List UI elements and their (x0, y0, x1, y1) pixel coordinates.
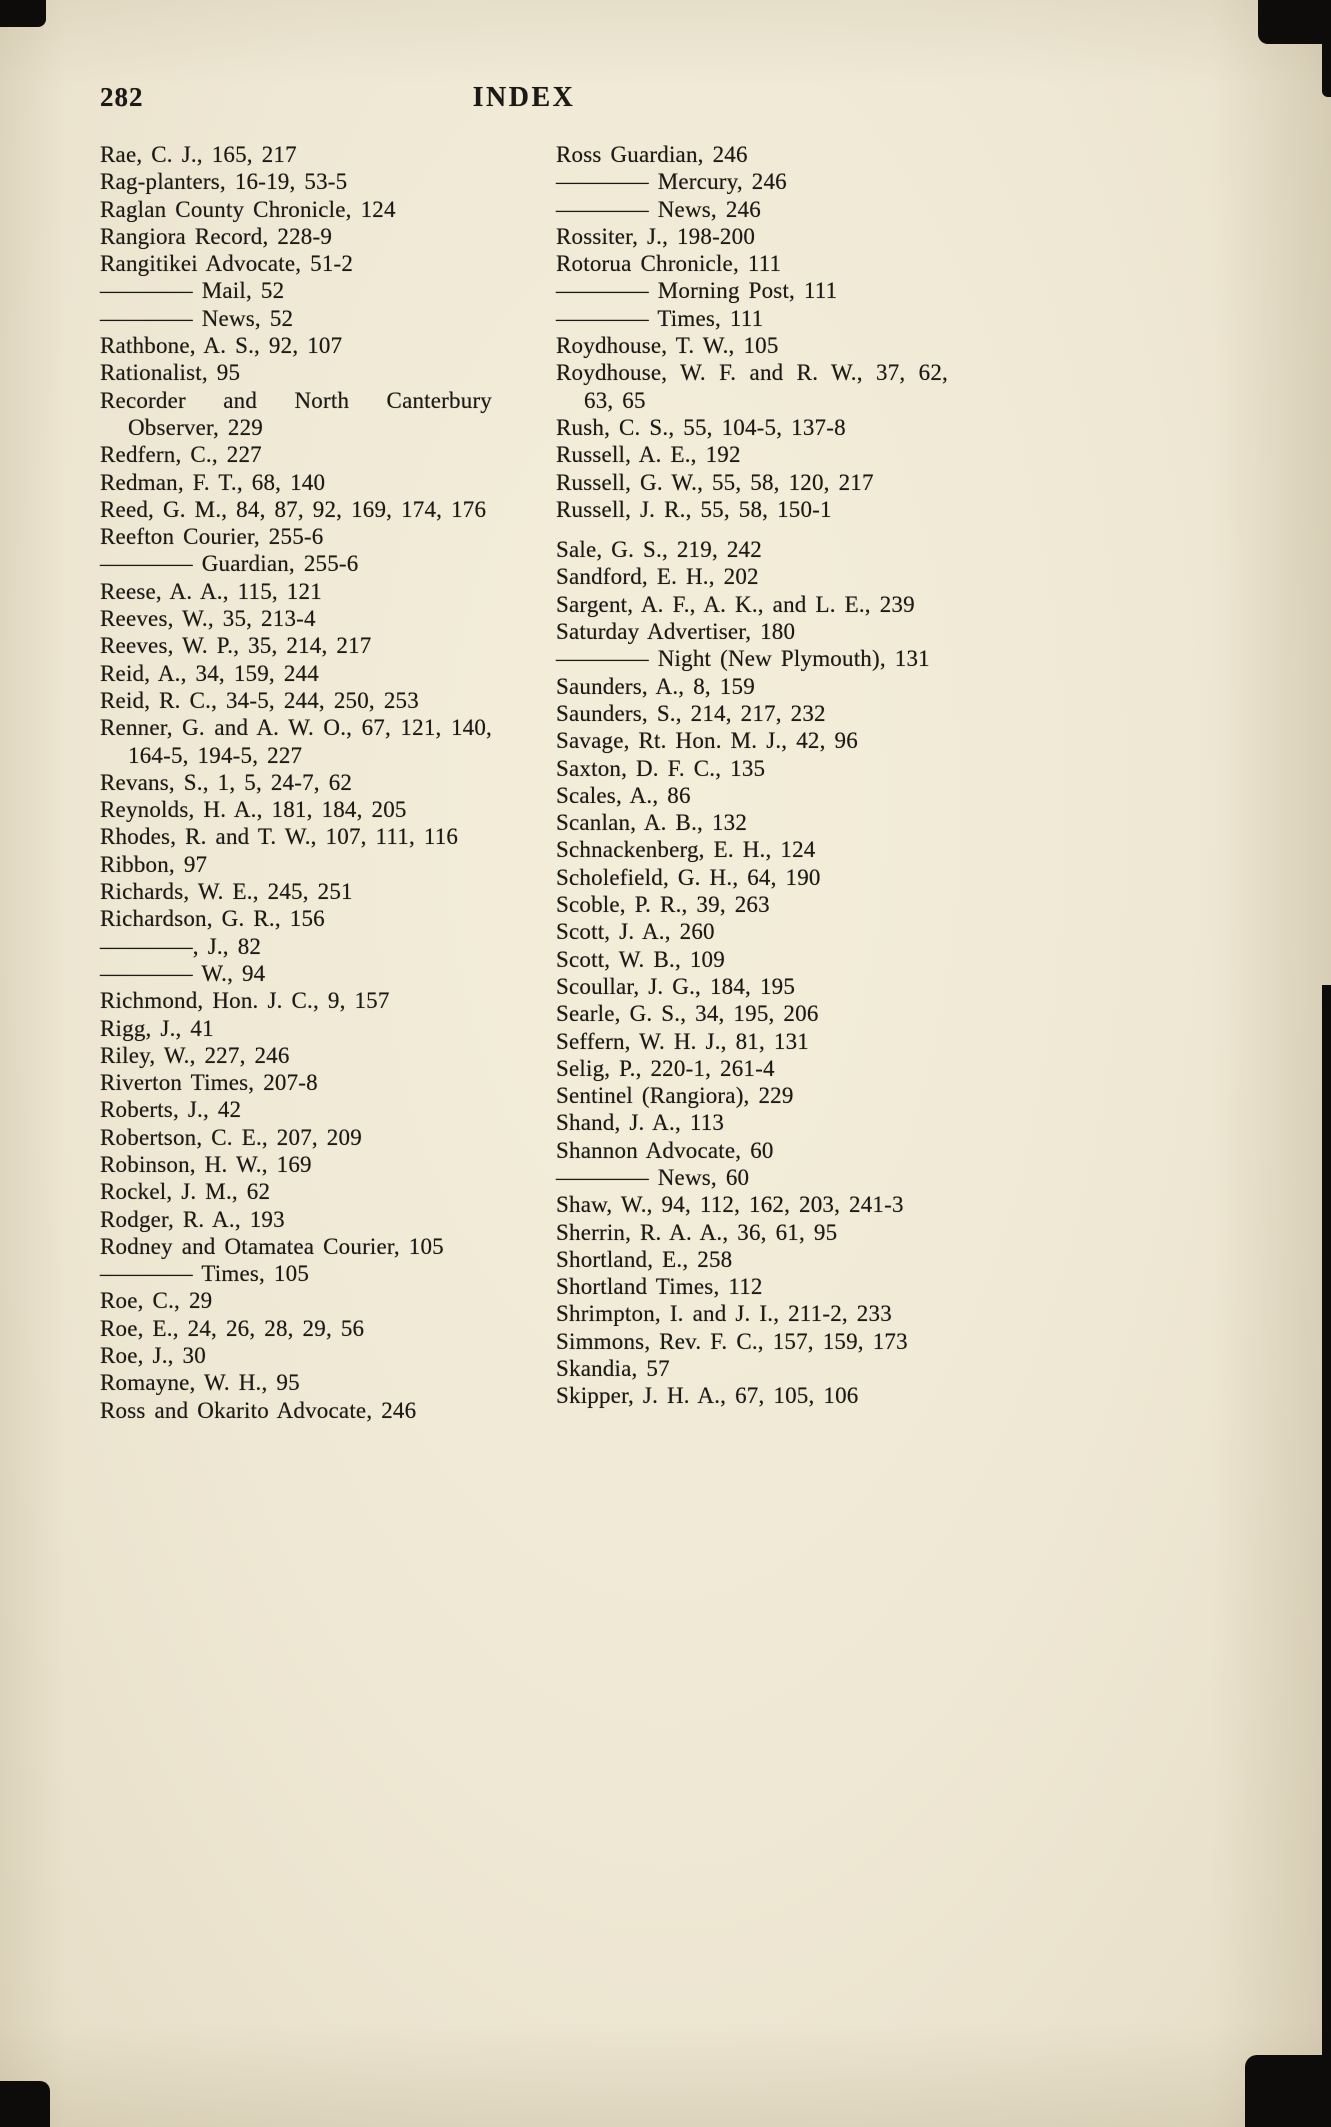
index-entry: ———— W., 94 (100, 960, 266, 986)
scan-artifact-top-right-edge (1322, 42, 1331, 97)
index-entry: Shannon Advocate, 60 (556, 1137, 774, 1163)
index-entry: Shortland Times, 112 (556, 1274, 763, 1300)
index-entry: Seffern, W. H. J., 81, 131 (556, 1028, 809, 1054)
index-entry: ———— Mail, 52 (100, 278, 285, 304)
index-entry: Roydhouse, T. W., 105 (556, 333, 779, 359)
index-entry: Rathbone, A. S., 92, 107 (100, 333, 343, 359)
index-entry: ———— Night (New Plymouth), 131 (556, 646, 930, 672)
index-entry: Rangiora Record, 228-9 (100, 223, 333, 249)
index-entry: Rhodes, R. and T. W., 107, 111, 116 (100, 824, 459, 850)
index-entry: Rationalist, 95 (100, 360, 241, 386)
index-entry: Redman, F. T., 68, 140 (100, 469, 326, 495)
index-entry: Saturday Advertiser, 180 (556, 619, 796, 645)
index-entry: Rodger, R. A., 193 (100, 1206, 285, 1232)
index-entry: Reid, A., 34, 159, 244 (100, 660, 319, 686)
index-entry: Raglan County Chronicle, 124 (100, 196, 396, 222)
page-title: INDEX (472, 82, 576, 113)
index-entry: Renner, G. and A. W. O., 67, 121, 140, 164-5, 194-5, 227 (100, 715, 492, 768)
index-entry: Saxton, D. F. C., 135 (556, 755, 766, 781)
index-entry: Saunders, A., 8, 159 (556, 673, 755, 699)
index-entry: Scholefield, G. H., 64, 190 (556, 864, 821, 890)
index-entry: Sandford, E. H., 202 (556, 564, 759, 590)
index-entry: ———— Times, 111 (556, 305, 764, 331)
index-entry: Sale, G. S., 219, 242 (556, 537, 762, 563)
index-entry: Roydhouse, W. F. and R. W., 37, 62, 63, 65 (556, 360, 948, 413)
index-entry: Russell, G. W., 55, 58, 120, 217 (556, 469, 874, 495)
index-entry: Rigg, J., 41 (100, 1015, 214, 1041)
index-entry: Skipper, J. H. A., 67, 105, 106 (556, 1383, 859, 1409)
index-entry: Russell, A. E., 192 (556, 442, 741, 468)
index-entry: Ribbon, 97 (100, 851, 208, 877)
index-entry: Schnackenberg, E. H., 124 (556, 837, 816, 863)
index-entry: Roe, E., 24, 26, 28, 29, 56 (100, 1315, 365, 1341)
index-entry: Saunders, S., 214, 217, 232 (556, 700, 826, 726)
index-entry: Rae, C. J., 165, 217 (100, 142, 297, 167)
index-entry: Rush, C. S., 55, 104-5, 137-8 (556, 414, 846, 440)
index-entry: Shortland, E., 258 (556, 1246, 733, 1272)
index-entry: Scanlan, A. B., 132 (556, 810, 748, 836)
index-column-left (100, 141, 492, 1424)
index-entry: Reefton Courier, 255-6 (100, 524, 324, 550)
index-entry: ———— Mercury, 246 (556, 169, 787, 195)
index-entry: Sargent, A. F., A. K., and L. E., 239 (556, 591, 915, 617)
index-entry: Russell, J. R., 55, 58, 150-1 (556, 496, 832, 522)
index-entry: Rag-planters, 16-19, 53-5 (100, 169, 348, 195)
index-entry: Reed, G. M., 84, 87, 92, 169, 174, 176 (100, 496, 487, 522)
index-entry: Redfern, C., 227 (100, 442, 262, 468)
index-entry: Romayne, W. H., 95 (100, 1370, 300, 1396)
index-entry: Reynolds, H. A., 181, 184, 205 (100, 797, 407, 823)
index-entry: Selig, P., 220-1, 261-4 (556, 1055, 775, 1081)
index-entry: Searle, G. S., 34, 195, 206 (556, 1001, 819, 1027)
index-entry: Roe, J., 30 (100, 1343, 206, 1369)
index-entry: Rangitikei Advocate, 51-2 (100, 251, 354, 277)
index-columns (100, 141, 948, 1424)
scan-artifact-top-left (0, 0, 46, 27)
index-entry: Shaw, W., 94, 112, 162, 203, 241-3 (556, 1192, 904, 1218)
index-entry: Rockel, J. M., 62 (100, 1179, 271, 1205)
index-entry: Recorder and North Canterbury Observer, 229 (100, 387, 492, 440)
scan-artifact-top-right (1258, 0, 1331, 44)
index-entry: Robertson, C. E., 207, 209 (100, 1124, 362, 1150)
index-entry: Revans, S., 1, 5, 24-7, 62 (100, 769, 353, 795)
index-entry: ———— Morning Post, 111 (556, 278, 838, 304)
index-entry: Richards, W. E., 245, 251 (100, 879, 353, 905)
page-number: 282 (100, 82, 144, 112)
index-entry: Scott, W. B., 109 (556, 946, 725, 972)
index-entry: Ross and Okarito Advocate, 246 (100, 1397, 417, 1423)
index-entry: Riley, W., 227, 246 (100, 1042, 290, 1068)
index-entry: Simmons, Rev. F. C., 157, 159, 173 (556, 1328, 908, 1354)
index-entry: Scoble, P. R., 39, 263 (556, 892, 770, 918)
index-entry: Ross Guardian, 246 (556, 142, 748, 167)
index-entry: Roberts, J., 42 (100, 1097, 242, 1123)
index-entry: ———— Times, 105 (100, 1261, 310, 1287)
index-entry: Robinson, H. W., 169 (100, 1151, 312, 1177)
index-entry: Scoullar, J. G., 184, 195 (556, 973, 796, 999)
index-entry: Roe, C., 29 (100, 1288, 213, 1314)
index-entry: Shrimpton, I. and J. I., 211-2, 233 (556, 1301, 892, 1327)
index-entry: Sherrin, R. A. A., 36, 61, 95 (556, 1219, 838, 1245)
index-entry: Richardson, G. R., 156 (100, 906, 325, 932)
index-entry: Sentinel (Rangiora), 229 (556, 1083, 794, 1109)
scan-artifact-bottom-right (1245, 2055, 1331, 2127)
index-entry: ————, J., 82 (100, 933, 262, 959)
index-entry: Reeves, W., 35, 213-4 (100, 606, 316, 632)
index-entry: Rodney and Otamatea Courier, 105 (100, 1233, 444, 1259)
index-entry: Rossiter, J., 198-200 (556, 223, 756, 249)
index-entry: Riverton Times, 207-8 (100, 1070, 318, 1096)
scan-artifact-bottom-left (0, 2081, 50, 2127)
index-entry: Reid, R. C., 34-5, 244, 250, 253 (100, 687, 419, 713)
index-entry: Savage, Rt. Hon. M. J., 42, 96 (556, 728, 858, 754)
index-entry: ———— News, 52 (100, 305, 294, 331)
index-entry: ———— Guardian, 255-6 (100, 551, 359, 577)
index-entry: Reeves, W. P., 35, 214, 217 (100, 633, 372, 659)
index-entry: Scales, A., 86 (556, 782, 691, 808)
index-entry: ———— News, 60 (556, 1164, 750, 1190)
index-entry: Shand, J. A., 113 (556, 1110, 725, 1136)
index-entry: Skandia, 57 (556, 1356, 670, 1382)
page-header (100, 82, 948, 118)
index-entry: ———— News, 246 (556, 196, 761, 222)
index-entry: Richmond, Hon. J. C., 9, 157 (100, 988, 390, 1014)
index-column-right (556, 141, 948, 1424)
index-entry: Reese, A. A., 115, 121 (100, 578, 322, 604)
scan-artifact-right-edge (1322, 985, 1331, 2127)
index-entry: Rotorua Chronicle, 111 (556, 251, 782, 277)
index-entry: Scott, J. A., 260 (556, 919, 715, 945)
